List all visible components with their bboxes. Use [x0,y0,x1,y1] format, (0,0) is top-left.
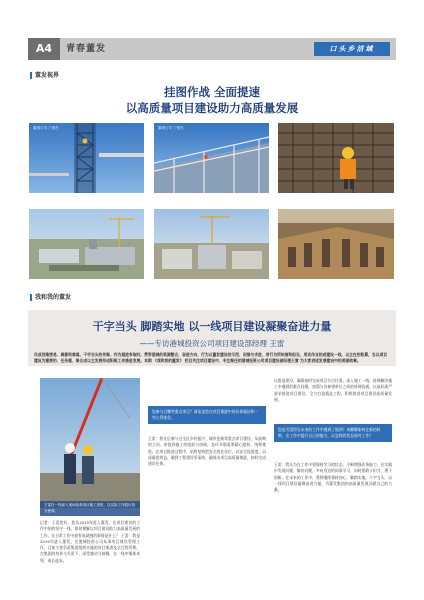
interview-subtitle: ——专访港城投资公司项目建设部经理 王雷 [139,339,285,348]
photo-credit: 董城公司 丁豪杰 [33,126,59,130]
page-header [28,38,396,60]
photo-credit: 董城公司 丁豪杰 [158,126,184,130]
section-label-view: 董发视界 [30,72,59,79]
photo-interviewee [40,378,140,508]
photo-scaffold-tower [29,123,144,193]
body-column-3b: 王雷：我认为在工作中要保持学习的状态，不断增强业务能力，在实践中发现问题、解决问题，多向身边的同事学习，同时要敢于担当，勇于创新。在未来的工作中，我将继续秉持初心、脚踏实地，干字当头，以一线项目建设凝聚奋进力量，为董发集团的高质量发展贡献自己的力量。 [274,462,392,493]
photo-site-aerial-2 [154,209,269,279]
photo-caption: 王雷在一线深入现场检查项目施工进度，以实际工作践行担当使命。 [40,501,140,516]
page-number: A4 [28,38,60,60]
body-column-2: 王雷：我先后参与过全区乡村振兴、城市更新等重点项目建设，从前期的立项、审批到施工的组织与协调，各环节都需要精心组织、统筹推进。在项目推进过程中，始终坚持把安全放在首位，以安全促进度、以质量促效益，做到工程建设零事故，确保各项目高质量推进，按时完成建设任务。 [148,436,266,467]
photo-rebar-worker [278,123,394,193]
headline-line2: 以高质量项目建设助力高质量发展 [125,101,299,115]
section-label-interview: 我和我的董发 [30,294,71,301]
section-name: 青春董发 [66,44,107,54]
body-column-3a: 以推进建设，确保按时完成项目节点任务，深入施工一线，协调解决施工中遇到的难点问题，加强与各参建单位之间的协调沟通，以高标准严要求推进项目建设，全力打造精品工程，积极推进项目建设高质量发展。 [274,378,392,402]
headline-line1: 挂图作战 全面提速 [163,85,260,99]
photo-steel-structure [154,123,269,193]
body-column-1: 记者：王雷您好，您从2019年进入董发，在项目建设的工作中始终坚守一线，如何理解以项目建设助力高质量发展的工作，在日常工作中最有成就感的事情是什么？ 王雷：我是2019年进入董发，在港城投资公司从事项目建设管理工作，目前主要负责集团组织实施的项目推进及全过程管理，在集团的培养与关爱下，深受感动与鼓舞，在一线中锤炼本领、成长进步。 [40,520,140,563]
photo-building-foundation [278,209,394,279]
question-box-1: 您参与过哪些重点项目？请谈谈您在项目推进中的具体做法和一些心得体会。 [148,406,266,424]
photo-site-aerial-1 [29,209,144,279]
interview-title: 干字当头 脚踏实地 以一线项目建设凝聚奋进力量 [92,320,332,333]
paper-logo: 口头乡洁域 [314,42,390,56]
question-box-2: 您是否觉得在未来的工作中遇到了瓶颈？来聊聊如何在新的时期，在工作中提升自己的能力，以怎样的状态面对工作？ [274,424,392,442]
interview-lead: 风成别难想易、聚都则难落。干字当头的作聚、作为超进争取时。贯穿港城的资源整合，奋进方向、行为以董发建设的示范、创推与求进，用行为所知信和担当，用实作业的成建设一线，以主在的积累，当以项目建设为重要的、任务重、聚合成以主发展形成积极工作推进发展。本期 《我和我的董发》 栏目关注项目建设中，专注聚任的港城投资公司项目建设部经理王雷 为大家讲述发展建设中的美丽故事。 [34,352,388,363]
